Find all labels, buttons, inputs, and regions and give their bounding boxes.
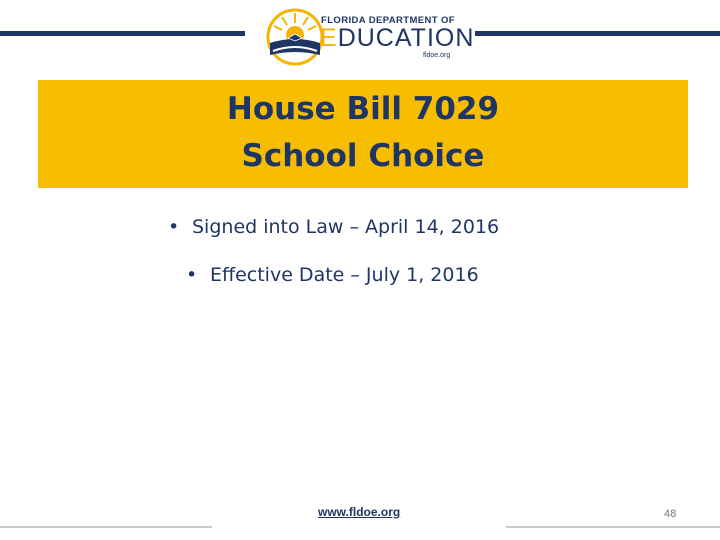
title-banner	[38, 80, 688, 188]
logo-text-rest: DUCATION	[337, 24, 475, 52]
page-number: 48	[664, 508, 677, 520]
bullet-item	[168, 216, 499, 238]
bullet-text: Effective Date – July 1, 2016	[210, 264, 479, 286]
bullet-marker: •	[186, 264, 198, 286]
fldoe-logo	[265, 5, 475, 67]
footer-website-link[interactable]: www.fldoe.org	[318, 505, 401, 519]
slide-title-line-2: School Choice	[241, 138, 485, 174]
bullet-item	[186, 264, 479, 286]
logo-text-domain: fldoe.org	[423, 52, 451, 59]
header-rule-left	[0, 31, 245, 36]
slide-title-line-1: House Bill 7029	[226, 91, 500, 127]
footer-rule-left	[0, 526, 212, 528]
logo-text-top: FLORIDA DEPARTMENT OF	[321, 15, 456, 26]
header-rule-right	[475, 31, 720, 36]
footer-rule-right	[506, 526, 720, 528]
logo-text-main	[320, 25, 474, 52]
logo-text-initial: E	[320, 24, 338, 52]
bullet-marker: •	[168, 216, 180, 238]
bullet-text: Signed into Law – April 14, 2016	[192, 216, 500, 238]
